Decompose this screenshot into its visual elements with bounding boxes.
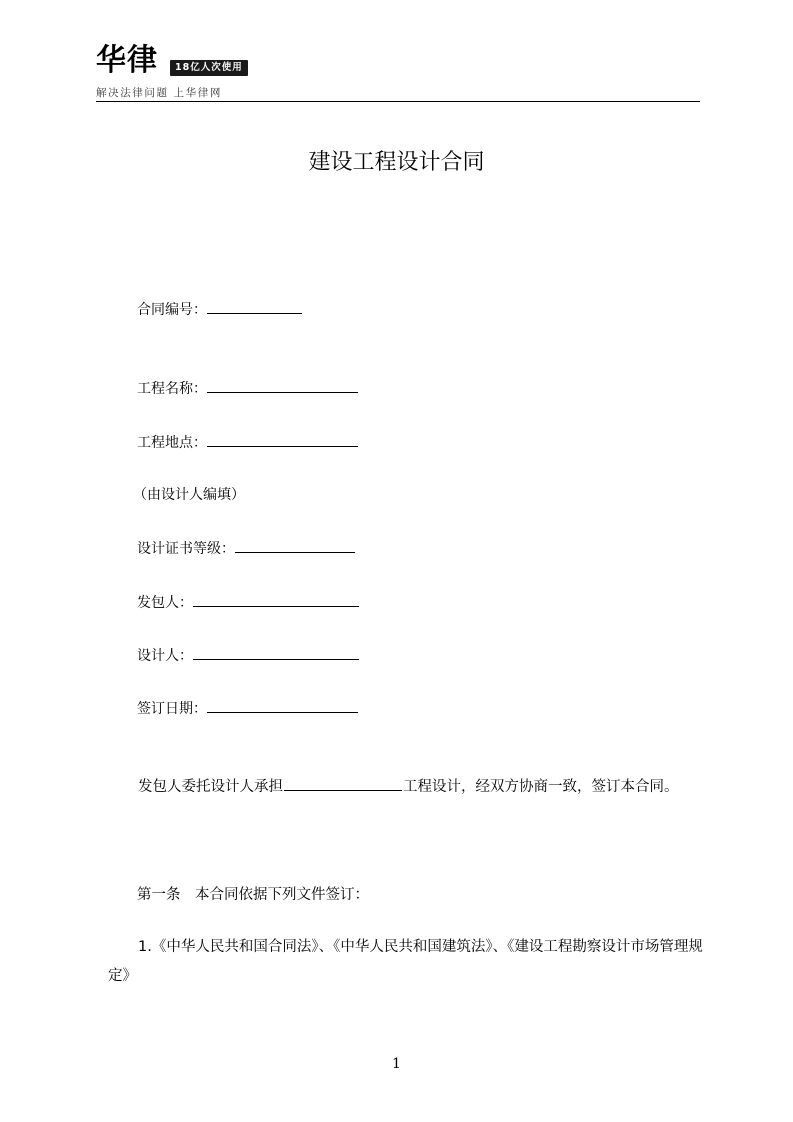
field-designer-blank bbox=[193, 645, 359, 660]
intro-blank bbox=[284, 776, 402, 791]
intro-before: 发包人委托设计人承担 bbox=[138, 779, 283, 795]
field-cert-level bbox=[137, 538, 355, 558]
document-title: 建设工程设计合同 bbox=[308, 150, 485, 175]
field-project-location-blank bbox=[207, 432, 358, 447]
field-contract-no-label: 合同编号： bbox=[137, 302, 207, 318]
field-designer bbox=[137, 645, 359, 665]
field-project-name-label: 工程名称： bbox=[137, 381, 207, 397]
field-cert-level-blank bbox=[235, 538, 355, 553]
field-client-blank bbox=[193, 592, 359, 607]
intro-paragraph bbox=[108, 773, 708, 802]
filled-by-note: （由设计人编填） bbox=[133, 487, 245, 503]
header-divider bbox=[96, 101, 700, 102]
field-sign-date-label: 签订日期： bbox=[137, 701, 207, 717]
field-client bbox=[137, 592, 359, 612]
field-cert-level-label: 设计证书等级： bbox=[137, 541, 235, 557]
field-project-location-label: 工程地点： bbox=[137, 435, 207, 451]
intro-after: 工程设计，经双方协商一致，签订本合同。 bbox=[403, 779, 679, 795]
logo-badge: 18亿人次使用 bbox=[170, 60, 248, 76]
logo-text: 华律 bbox=[96, 43, 158, 78]
field-project-name-blank bbox=[207, 378, 358, 393]
article-1-item-1: 1.《中华人民共和国合同法》、《中华人民共和国建筑法》、《建设工程勘察设计市场管理规定》 bbox=[108, 939, 703, 984]
field-sign-date-blank bbox=[207, 698, 358, 713]
field-project-name bbox=[137, 378, 358, 398]
field-sign-date bbox=[137, 698, 358, 718]
page-number: 1 bbox=[392, 1056, 401, 1072]
field-project-location bbox=[137, 432, 358, 452]
field-contract-no-blank bbox=[207, 299, 302, 314]
field-client-label: 发包人： bbox=[137, 595, 193, 611]
logo-slogan: 解决法律问题 上华律网 bbox=[96, 87, 222, 99]
article-1-heading: 第一条 本合同依据下列文件签订： bbox=[137, 887, 369, 903]
field-contract-no bbox=[137, 299, 302, 319]
field-designer-label: 设计人： bbox=[137, 648, 193, 664]
